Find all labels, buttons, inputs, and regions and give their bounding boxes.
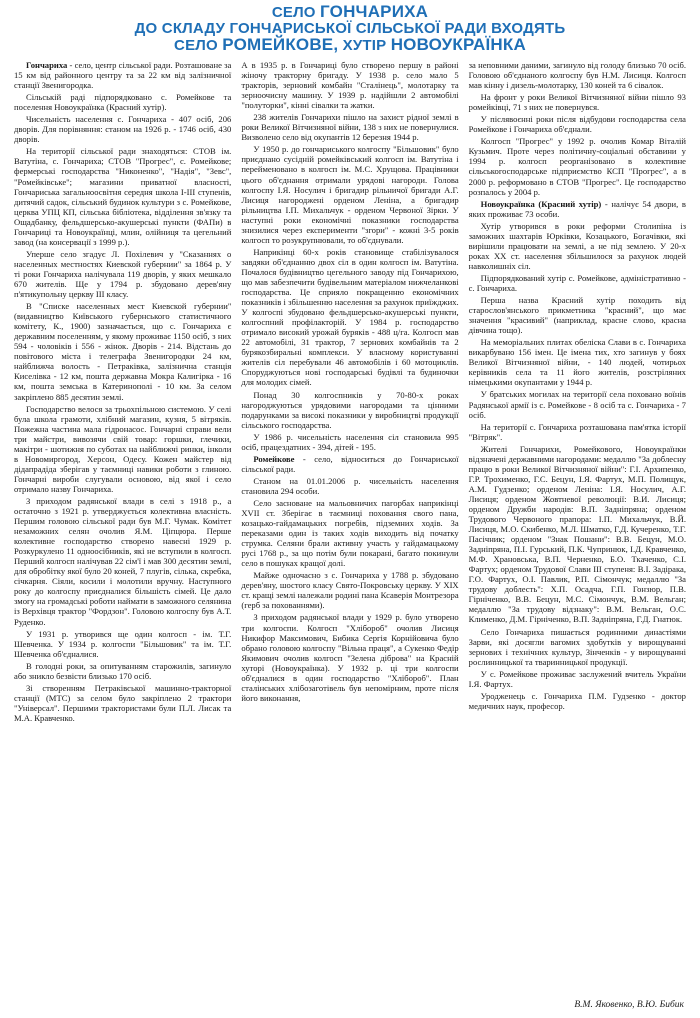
header-novoukrainka: НОВОУКРАЇНКА [390, 35, 526, 54]
paragraph [14, 92, 231, 112]
paragraph-text: Уродженець с. Гончариха П.М. Гудзенко - доктор медичних наук, професор. [468, 690, 686, 711]
paragraph [14, 404, 231, 494]
paragraph [469, 389, 686, 419]
paragraph: Гончариха - село, центр сільської ради. Розташоване за 15 км від районного центру та за 22 км від залізничної станції Звенигородка. [14, 60, 232, 91]
paragraph-lead: Гончариха [26, 60, 68, 70]
paragraph-text: село, центр сільської ради. Розташоване за 15 км від районного центру та за 22 км від залізничної станції Звенигородка. [14, 60, 232, 91]
paragraph-text: Господарство велося за трьохпільною системою. У селі була школа грамоти, хлібний магазин, кузня, 5 вітряків. Пожежна частина мала гідронасос. Гончарні справи вели три майстри, вивозячи свій товар: горшки, глечики, макітри - шотижня по суботах на найближчі ринки, інколи в Новомиргород, Херсон, Одесу. Кожен майстер від дідапрадіда зберігав у таємниці навики роботи з глиною. Гончарні вироби слугували основою, від якої і село отримало назву Гончариха. [14, 403, 232, 494]
paragraph-text: На меморіальних плитах обеліска Слави в с. Гончариха викарбувано 156 імен. Це імена тих, хто загинув у боях Великої Вітчизняної війни, - 140 людей, чотирьох керівників села та 11 його жителів, розстріляних німецькими окупантами у 1944 р. [468, 337, 686, 388]
header-word-selo: СЕЛО [271, 4, 316, 21]
article-column-3 [469, 60, 686, 990]
paragraph [469, 273, 686, 293]
paragraph [469, 295, 686, 335]
paragraph-lead: Ромейкове [253, 453, 295, 464]
paragraph-text: Наприкінці 60-х років становище стабілізувалося завдяки об'єднанню двох сіл в один колгосп ім. Ватутіна. Почалося будівництво цегельного заводу під Гончарихою, що мав забезпечити будівельним матеріалом нижчеланкові господарства. Це сприяло покращенню економічних показників і збільшенню населення за рахунок приїжджих. У колгоспі збудовано фельдшерсько-акушерські пункти, колгоспний профілакторій. У 1984 р. господарство отримало високий урожай буряків - 488 ц/га. Колгосп мав 22 автомобілі, 31 трактор, 7 зернових комбайнів та 2 бурякозбиральні комплекси. У власному користуванні жителів сіл перебували 46 автомобілів і 60 мотоциклів. Споруджуються нові господарські будівлі та будиночки для молодих сімей. [241, 246, 459, 388]
paragraph [469, 92, 686, 112]
paragraph-text: Хутір утворився в роки реформи Столипіна із заможних шахтарів Юрківки, Козацького, Богачівки, які вирішили працювати на землі, а не під землею. У 20-х роках XX ст. населення збільшилося за рахунок людей навколишніх сіл. [468, 220, 686, 271]
paragraph-text: Зі створенням Петраківської машинно-тракторної станції (МТС) за селом було закріплено 2 трактори "Універсал". Першими трактористами були П.Л. Лисак та М.А. Кравченко. [14, 682, 232, 723]
paragraph [469, 627, 686, 667]
header-village-name: ГОНЧАРИХА [320, 2, 429, 21]
paragraph [14, 661, 231, 681]
paragraph: Новоукраїнка (Красний хутір) - налічує 54 двори, в яких проживає 73 особи. [468, 198, 686, 219]
paragraph-text: У 1931 р. утворився ще один колгосп - ім. Т.Г. Шевченка. У 1934 р. колгоспи "Більшовик" та ім. Т.Г. Шевченка об'єдналися. [14, 628, 232, 659]
paragraph [14, 146, 231, 246]
paragraph-text: Перша назва Красний хутір походить від старослов'янського прикметника "красний", що має значення "красивий" (наприклад, красне слово, красна дівчина тощо). [468, 295, 686, 336]
paragraph [469, 114, 686, 134]
paragraph-text: 238 жителів Гончарихи пішло на захист рідної землі в роки Великої Вітчизняної війни, 138 з них не повернулися. Визволено село від окупантів 12 березня 1944 р. [241, 112, 459, 143]
paragraph-text: Колгосп "Прогрес" у 1992 р. очолив Комар Віталій Кузьмич. Проте через політичну-соціальні обставини у 1994 р. колгосп реорганізовано в колективне сільськогосподарське підприємство КСП "Прогрес", а в 2000 р. реформовано в СТОВ "Прогрес". Це господарство розпалось у 2004 р. [468, 136, 686, 197]
paragraph [241, 432, 458, 452]
paragraph [241, 476, 458, 496]
paragraph [14, 301, 231, 401]
paragraph-lead: Новоукраїнка (Красний хутір) [480, 198, 602, 209]
paragraph-text: У с. Ромейкове проживає заслужений вчитель України І.Я. Фартух. [468, 668, 686, 689]
paragraph [241, 390, 458, 430]
paragraph [241, 247, 458, 388]
paragraph-text: У братських могилах на території села поховано воїнів Радянської армії із с. Ромейкове - 8 осіб та с. Гончариха - 7 осіб. [468, 389, 686, 420]
paragraph [469, 221, 686, 271]
paragraph-text: Підпорядкований хутір с. Ромейкове, адміністративно - с. Гончариха. [468, 272, 686, 293]
paragraph-text: Майже одночасно з с. Гончариха у 1788 р. збудовано дерев'яну, шостого класу Свято-Покровську церкву. У XIX ст. кращі землі належали родині пана Ксаверія Монтрезора (герб за похованнями). [241, 570, 459, 611]
paragraph-text: Жителі Гончарихи, Ромейкового, Новоукраїнки відзначені державними нагородами: медаллю "За доблесну працю в роки Великої Вітчизняної війни": Г.І. Архипенко, Г.Р. Трохименко, Г.С. Бецун, І.Я. Фартух, М.П. Полищук, А.М. Гудзенко; орденом Леніна: І.Я. Носулич, А.Г. Лисиця; орденом Жовтневої революції: В.И. Лисиця; орденом Дружби народів: В.П. Задніпряна; орденом Трудового Червоного прапора: І.П. Михальчук, В.Й. Лисиця, М.О. Скибенко, М.Л. Шматко, Г.Д. Кучеренко, Т.Г. Пасічник; орденом "Знак Пошани": В.В. Бецун, М.О. Задніпряна, П.І. Гурський, П.К. Чупринюк, І.Д. Кравченко, М.Ф. Храновська, В.П. Черненко, Б.О. Ткаченко, С.І. Фартух; орденом Трудової Слави ІІІ ступеня: В.І. Задірака, Г.О. Фартух, О.І. Павлик, Р.П. Сімончук; медаллю "За трудову доблесть": Х.П. Осадча, Г.П. Гонзюр, П.В. Гірніченко, В.В. Бецун, М.С. Сімончук, В.М. Вельган; медаллю "За трудову відзнаку": В.М. Вельган, О.С. Клименко, Д.М. Гірніченко, В.П. Задніпряна, Г.Д. Гнатюк. [468, 443, 686, 625]
paragraph-text: На фронт у роки Великої Вітчизняної війни пішло 93 ромейківці, 71 з них не повернувся. [468, 92, 686, 113]
article-columns [14, 60, 686, 990]
paragraph-text: З приходом радянської влади у 1929 р. було утворено три колгоспи. Колгосп "Хлібороб" очолив Лисиця Никифор Максимович, Бибика Сергія Корнійовича було обрано головою колгоспу "Вільна праця", а Сукенко Федір Якимович очолив колгосп "Зелена діброва" на Красній хуторі (Новоукраїнка). У 1932 р. ці три колгоспи об'єдналися в один господарство "Хлібороб". План сталінських хлібозаготівель був непомірним, проте після його виконання, [241, 612, 459, 703]
paragraph [14, 683, 231, 723]
paragraph-text: Чисельність населення с. Гончариха - 407 осіб, 206 дворів. Для порівняння: станом на 1926 р. - 1746 осіб, 430 дворів. [14, 114, 232, 145]
paragraph-text: У 1950 р. до гончариського колгоспу "Більшовик" було приєднано сусідній ромейківський колгосп ім. Ватутіна і перейменовано в колгосп ім. М.С. Хрущова. Працівники цього об'єднання отримали урядові нагороди. Голова колгоспу І.Я. Носулич і бригадир рільничої бригади А.Г. Лисиця нагороджені орденом Леніна, а бригадир рільництва І.П. Михальчук - орденом Червоної Зірки. У наступні роки економічні показники господарства знизилися через експерименти "згори" - кожні 3-5 років колгосп то розукрупнювали, то об'єднували. [241, 144, 459, 245]
paragraph-text: Понад 30 колгоспників у 70-80-х роках нагороджуються урядовими нагородами та цінними подарунками за високі показники у виробництві продукції сільського господарства. [241, 389, 459, 430]
paragraph [14, 496, 231, 627]
authors-signature: В.М. Яковенко, В.Ю. Бибик [574, 1000, 684, 1010]
paragraph [241, 498, 458, 568]
article-header [14, 4, 686, 54]
header-line-2: ДО СКЛАДУ ГОНЧАРИСЬКОЇ СІЛЬСЬКОЇ РАДИ ВХОДЯТЬ [134, 20, 566, 37]
header-word-selo-2: СЕЛО [174, 37, 218, 54]
paragraph [14, 629, 231, 659]
paragraph-text: З приходом радянської влади в селі з 1918 р., а остаточно з 1921 р. утверджується колективна власність. Першим головою сільської ради був М.Г. Чумак. Комітет незаможних селян очолив Я.М. Ціпцюра. Перше колективне господарство створено навесні 1929 р. Розкуркулено 11 одноосібників, які не вступили в колгосп. Перший колгосп налічував 22 сім'ї і мав 300 десятин землі, для обробітку якої було 20 коней, 7 плугів, сілька, скребка, січкарня. Сіяли, косили і молотили вручну. Наступного року до колгоспу приєдналися більшість сімей. Це дало змогу на громадські роботи наймати в заможного селянина із Верхівця трактор "Фордзон". Головою колгоспу був А.Т. Руденко. [14, 495, 232, 627]
paragraph [469, 691, 686, 711]
paragraph [241, 112, 458, 142]
paragraph [469, 422, 686, 442]
paragraph-text: Село засноване на мальовничих пагорбах наприкінці XVII ст. Зберігає в таємниці поховання свого пана, козацько-гайдамацьких погребів, підземних ходів. За переказами один із таких ходів виходить від початку струмка. Селяни брали активну участь у гайдамацькому русі 1768 р., за що потім були покарані, багато покинули село в пошуках кращої долі. [241, 497, 459, 569]
paragraph-text: Уперше село згадує Л. Похілевич у "Сказаннях о населенных местностях Киевской губернии" за 1864 р. У ті роки Гончариха налічувала 119 дворів, у яких мешкало 670 жителів. Ще у 1794 р. збудовано дерев'яну п'ятикупольну церкву ІІІ класу. [14, 248, 232, 300]
paragraph [241, 60, 458, 110]
paragraph-text: У 1986 р. чисельність населення сіл становила 995 осіб, працездатних - 394, дітей - 195. [241, 431, 459, 452]
paragraph [469, 136, 686, 196]
paragraph [14, 249, 231, 299]
paragraph [14, 114, 231, 144]
paragraph-text: налічує 54 двори, в яких проживає 73 особи. [468, 198, 686, 219]
paragraph [469, 444, 686, 625]
article-column-1 [14, 60, 231, 990]
paragraph-text: за неповними даними, загинуло від голоду близько 70 осіб. Головою об'єднаного колгоспу був Н.М. Лисиця. Колгосп мав кінну і дизель-молотарку, 130 коней та 6 сівалок. [468, 60, 686, 91]
paragraph-text: На території с. Гончариха розташована пам'ятка історії "Вітряк". [468, 421, 686, 442]
paragraph [241, 612, 458, 702]
paragraph-text: В "Списке населенных мест Киевской губернии" (видавництво Київського губернського статистичного комітету, К., 1900) зазначається, що с. Гончариха є державним поселенням, у якому проживає 1150 осіб, з них 594 - чоловіків і 556 - жінок. Дворів - 214. Відстань до повітового міста і телеграфа Звенигородки 24 км, найближча волость - Петраківка, залізнична станція Киселівка - 12 км, пошта державна Мокра Калигірка - 16 км, пошта земська в Катеринополі - 10 км. За селом закріплено 885 десятин землі. [14, 301, 232, 402]
paragraph [241, 570, 458, 610]
paragraph-text: Село Гончариха пишається родинними династіями Зарви, які досягли вагомих здобутків у вирощуванні зернових і технічних культур, Зінченків - у вирощуванні рослинницької та тваринницької продукції. [468, 626, 686, 667]
paragraph [469, 60, 686, 90]
paragraph-text: село, відноситься до Гончариської сільської ради. [241, 453, 459, 474]
paragraph-text: Сільській раді підпорядковано с. Ромейкове та поселення Новоукраїнка (Красний хутір). [14, 92, 232, 113]
header-romeikove: РОМЕЙКОВЕ, [222, 35, 339, 54]
header-line-1 [14, 4, 686, 21]
header-line-3 [14, 37, 686, 54]
paragraph-text: А в 1935 р. в Гончариці було створено першу в районі жіночу тракторну бригаду. У 1938 р. село мало 5 тракторів, зерновий комбайн "Сталінець", молотарку та зерноочисну машину. У 1939 р. надійшли 2 автомобілі "полуторки", кінні сівалки та жатки. [241, 60, 459, 111]
header-word-khutir: ХУТІР [342, 37, 387, 54]
paragraph: Ромейкове - село, відноситься до Гончариської сільської ради. [241, 453, 459, 474]
paragraph-text: На території сільської ради знаходяться: СТОВ ім. Ватутіна, с. Гончариха; СТОВ "Прогрес", с. Ромейкове; фермерські господарства "Никоненко", "Надія", "Зевс", "Ромейківське"; магазини приватної власності, Гончариська загальноосвітня середня школа І-ІІІ ступенів, дитячий садок, сільський будинок культури з с. Ромейкове, церква УПЦ КП, сільська бібліотека, відділення зв'язку та Ощадбанку, фельдшерсько-акушерські пункти (ФАПи) в Гончариці та Новоукраїнці, млин, олійниця та цегельний завод (на консервації з 1999 р.). [14, 146, 232, 247]
paragraph [241, 144, 458, 244]
paragraph [469, 669, 686, 689]
paragraph [469, 337, 686, 387]
paragraph-text: Станом на 01.01.2006 р. чисельність населення становила 294 особи. [241, 475, 459, 496]
paragraph-text: У післявоєнні роки після відбудови господарства села Ромейкове і Гончариха об'єднали. [468, 114, 686, 135]
article-column-2 [241, 60, 458, 990]
paragraph-text: В голодні роки, за опитуванням старожилів, загинуло або зникло безвісти близько 170 осіб. [14, 660, 232, 681]
